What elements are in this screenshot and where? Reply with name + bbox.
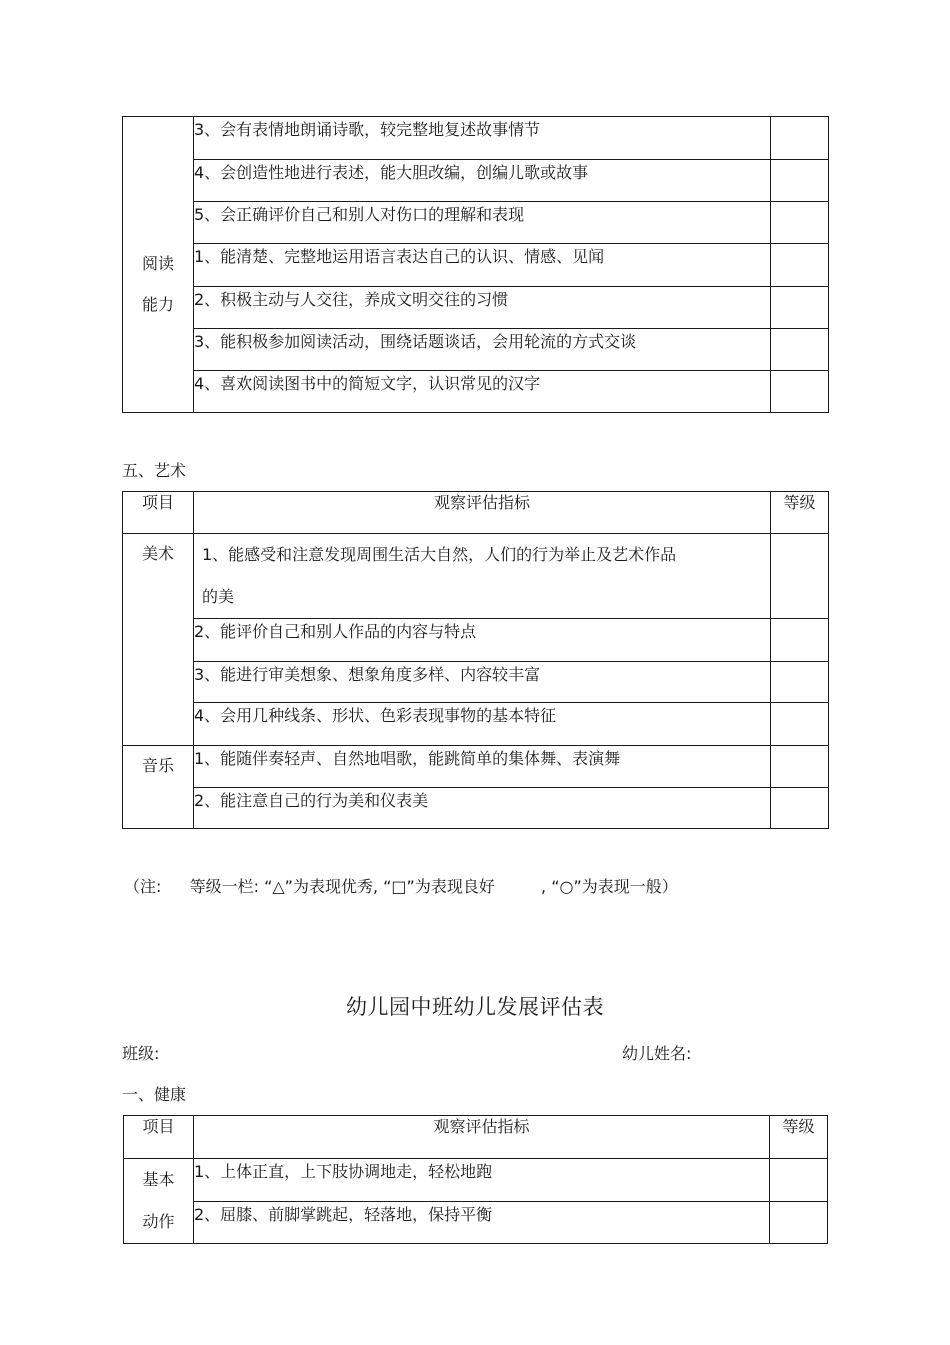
art-section-heading: 五、艺术 — [122, 461, 187, 480]
grade-cell[interactable] — [771, 160, 829, 202]
grade-cell[interactable] — [771, 534, 829, 619]
indicator-text: 3、能进行审美想象、想象角度多样、内容较丰富 — [194, 665, 541, 684]
grade-cell[interactable] — [770, 1202, 828, 1244]
fine-art-item-cell — [123, 534, 194, 746]
basic-motion-item-cell — [124, 1159, 194, 1244]
grade-cell[interactable] — [771, 703, 829, 746]
indicator-cell — [194, 287, 771, 329]
note-close: , “○”为表现一般） — [541, 877, 678, 896]
indicator-cell — [194, 746, 771, 788]
indicator-text: 4、会创造性地进行表述，能大胆改编，创编儿歌或故事 — [194, 163, 589, 182]
indicator-cell — [194, 117, 771, 160]
indicator-cell — [194, 329, 771, 371]
indicator-cell — [194, 703, 771, 746]
grade-legend-note — [124, 876, 678, 898]
grade-cell[interactable] — [771, 244, 829, 287]
grade-cell[interactable] — [771, 202, 829, 244]
indicator-text-line1: 1、能感受和注意发现周围生活大自然，人们的行为举止及艺术作品 — [202, 545, 677, 564]
note-legend: 等级一栏: “△”为表现优秀, “□”为表现良好 — [189, 877, 495, 896]
header-grade: 等级 — [770, 1116, 828, 1159]
indicator-cell — [194, 244, 771, 287]
music-item-cell — [123, 746, 194, 829]
indicator-text: 2、能评价自己和别人作品的内容与特点 — [194, 622, 477, 641]
indicator-cell — [194, 534, 771, 619]
indicator-text: 1、能随伴奏轻声、自然地唱歌，能跳简单的集体舞、表演舞 — [194, 749, 621, 768]
header-item: 项目 — [124, 1116, 194, 1159]
header-grade: 等级 — [771, 492, 829, 534]
indicator-cell — [194, 371, 771, 413]
note-open: （注: — [124, 877, 162, 896]
indicator-text: 1、能清楚、完整地运用语言表达自己的认识、情感、见闻 — [194, 247, 605, 266]
grade-cell[interactable] — [770, 1159, 828, 1202]
music-label: 音乐 — [141, 756, 174, 775]
form-title: 幼儿园中班幼儿发展评估表 — [346, 995, 604, 1019]
indicator-text: 5、会正确评价自己和别人对伤口的理解和表现 — [194, 205, 525, 224]
indicator-text: 2、能注意自己的行为美和仪表美 — [194, 791, 429, 810]
indicator-cell — [194, 1159, 770, 1202]
health-table — [123, 1115, 828, 1244]
basic-motion-label-line2: 动作 — [142, 1212, 175, 1231]
grade-cell[interactable] — [771, 746, 829, 788]
indicator-text-line2: 的美 — [202, 587, 235, 606]
header-indicator: 观察评估指标 — [194, 1116, 770, 1159]
header-item: 项目 — [123, 492, 194, 534]
indicator-text: 2、屈膝、前脚掌跳起，轻落地，保持平衡 — [194, 1205, 493, 1224]
grade-cell[interactable] — [771, 619, 829, 662]
indicator-text: 4、喜欢阅读图书中的简短文字，认识常见的汉字 — [194, 374, 541, 393]
indicator-cell — [194, 1202, 770, 1244]
indicator-cell — [194, 662, 771, 703]
grade-cell[interactable] — [771, 662, 829, 703]
indicator-text: 3、能积极参加阅读活动，围绕话题谈话，会用轮流的方式交谈 — [194, 332, 637, 351]
reading-item-cell — [123, 117, 194, 413]
class-label: 班级: — [122, 1044, 160, 1063]
basic-motion-label-line1: 基本 — [142, 1170, 175, 1189]
indicator-cell — [194, 160, 771, 202]
reading-item-label-line1: 阅读 — [141, 254, 174, 273]
indicator-text: 2、积极主动与人交往，养成文明交往的习惯 — [194, 290, 509, 309]
header-indicator: 观察评估指标 — [194, 492, 771, 534]
indicator-text: 4、会用几种线条、形状、色彩表现事物的基本特征 — [194, 706, 557, 725]
reading-item-label-line2: 能力 — [141, 295, 174, 314]
indicator-cell — [194, 788, 771, 829]
health-section-heading: 一、健康 — [122, 1085, 187, 1104]
indicator-cell — [194, 202, 771, 244]
fine-art-label: 美术 — [141, 544, 174, 563]
grade-cell[interactable] — [771, 371, 829, 413]
grade-cell[interactable] — [771, 117, 829, 160]
reading-ability-table — [122, 116, 829, 413]
indicator-text: 1、上体正直，上下肢协调地走，轻松地跑 — [194, 1162, 493, 1181]
grade-cell[interactable] — [771, 287, 829, 329]
grade-cell[interactable] — [771, 788, 829, 829]
child-name-label: 幼儿姓名: — [622, 1044, 692, 1063]
grade-cell[interactable] — [771, 329, 829, 371]
indicator-cell — [194, 619, 771, 662]
indicator-text: 3、会有表情地朗诵诗歌，较完整地复述故事情节 — [194, 120, 541, 139]
art-table — [122, 491, 829, 829]
